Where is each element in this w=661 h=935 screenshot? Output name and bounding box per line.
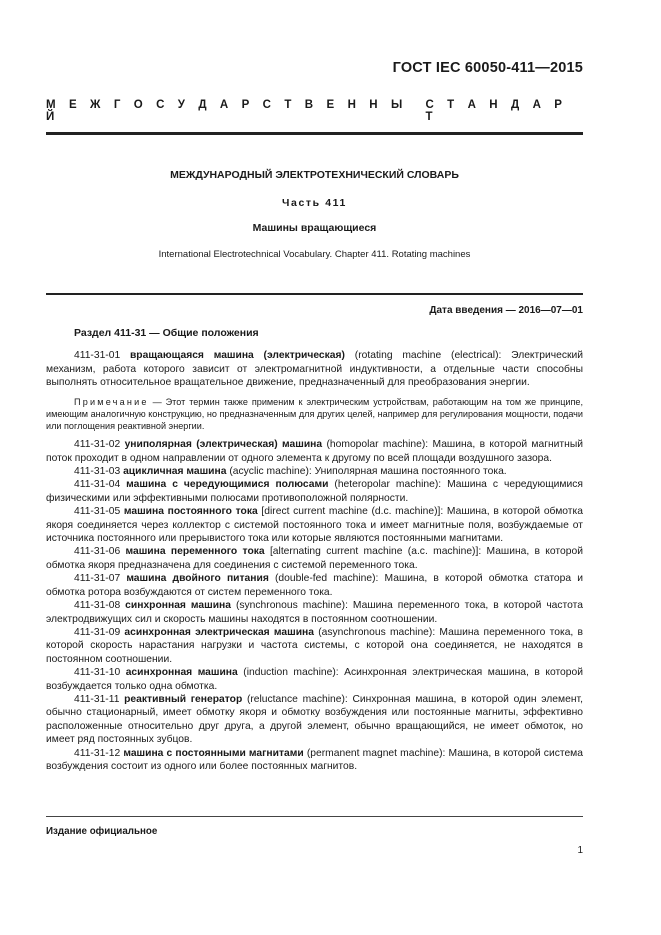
entry-number: 411-31-09 xyxy=(74,626,121,638)
entry xyxy=(46,505,583,545)
entry-number: 411-31-04 xyxy=(74,479,121,491)
title-line1: МЕЖДУНАРОДНЫЙ ЭЛЕКТРОТЕХНИЧЕСКИЙ СЛОВАРЬ xyxy=(170,169,459,181)
entry-number: 411-31-07 xyxy=(74,573,121,585)
entry-number: 411-31-10 xyxy=(74,667,121,679)
entry-term: синхронная машина xyxy=(125,600,231,612)
title-english: International Electrotechnical Vocabulary. Chapter 411. Rotating machines xyxy=(158,249,471,260)
entry-text: (rotating machine (electrical): Электрический механизм, работа которого зависит от электромагнитной индуктивности, а отдельные части способны выполнять относительное вращательное движение, предназначенный для преобразования энергии. xyxy=(46,350,583,389)
entry-text: [direct current machine (d.c. machine)]: Машина, в которой обмотка якоря соединяется через коллектор с системой постоянного тока и имеет магнитные поля, возбуждаемые от источника постоянного или прерывистого тока или которые являются постоянными магнитами. xyxy=(46,506,583,545)
entry-text: (heteropolar machine): Машина с чередующимися физическими или эффективными полюсами противоположной полярности. xyxy=(46,479,583,504)
entry-text: (homopolar machine): Машина, в которой магнитный поток проходит в одном направлении от одного элемента к другому по всей площади воздушного зазора. xyxy=(46,439,583,464)
entry-number: 411-31-12 xyxy=(74,747,121,759)
entry xyxy=(46,666,583,693)
entry-number: 411-31-02 xyxy=(74,439,121,451)
entry-term: асинхронная электрическая машина xyxy=(124,626,314,638)
entry-number: 411-31-03 xyxy=(74,466,121,478)
standard-kind-word1: М Е Ж Г О С У Д А Р С Т В Е Н Н Ы Й xyxy=(46,99,408,123)
entry-number: 411-31-05 xyxy=(74,506,121,518)
entry xyxy=(46,438,583,465)
entry-text: (asynchronous machine): Машина переменного тока, в которой скорость нарастания нагрузки и частота системы, с которой она соединяется, не находятся в постоянном соотношении. xyxy=(46,626,583,665)
entry-text: [alternating current machine (a.c. machine)]: Машина, в которой обмотка якоря предназначена для соединения с системой переменного тока. xyxy=(46,546,583,571)
entry xyxy=(46,693,583,747)
entry xyxy=(46,626,583,666)
standard-kind-word2: С Т А Н Д А Р Т xyxy=(425,99,568,123)
page-number: 1 xyxy=(577,845,583,856)
footer-edition: Издание официальное xyxy=(46,826,158,837)
entry-text: (induction machine): Асинхронная электрическая машина, в которой возбуждается только одна обмотка. xyxy=(46,667,583,692)
note-label: Примечание xyxy=(74,396,149,407)
entry-term: асинхронная машина xyxy=(125,667,238,679)
header-rule xyxy=(46,132,583,135)
intro-date: Дата введения — 2016—07—01 xyxy=(429,305,583,316)
title-rule xyxy=(46,293,583,295)
entry xyxy=(46,478,583,505)
entry-term: машина с чередующимися полюсами xyxy=(126,479,329,491)
entry-term: машина постоянного тока xyxy=(123,506,258,518)
entry-number: 411-31-08 xyxy=(74,600,121,612)
entry-number: 411-31-06 xyxy=(74,546,121,558)
entry xyxy=(46,747,583,774)
entry-term: ацикличная машина xyxy=(123,466,227,478)
entry xyxy=(46,572,583,599)
entry xyxy=(46,545,583,572)
entry-text: (reluctance machine): Синхронная машина, в которой один элемент, обычно стационарный, имеет обмотку якоря и обмотку возбуждения или постоянные магниты, эффективно расположенные относительно друг друга, а другой элемент, обычно вращающийся, не имеет обмоток, но имеет ряд постоянных зубцов. xyxy=(46,693,583,746)
standard-number: ГОСТ IEC 60050-411—2015 xyxy=(392,60,583,76)
note xyxy=(46,396,583,433)
standard-kind xyxy=(46,99,586,123)
section-title: Раздел 411-31 — Общие положения xyxy=(74,327,259,339)
entry-term: униполярная (электрическая) машина xyxy=(124,439,323,451)
entry-term: реактивный генератор xyxy=(124,693,243,705)
entry-term: вращающаяся машина (электрическая) xyxy=(129,350,345,362)
entry xyxy=(46,349,583,389)
entry-text: (acyclic machine): Униполярная машина постоянного тока. xyxy=(229,466,507,478)
title-line2: Часть 411 xyxy=(282,197,347,209)
entry-number: 411-31-01 xyxy=(74,350,121,362)
entry-number: 411-31-11 xyxy=(74,693,120,705)
footer-rule xyxy=(46,816,583,817)
document-body xyxy=(46,327,583,773)
entry-term: машина переменного тока xyxy=(125,546,265,558)
entry-text: (permanent magnet machine): Машина, в которой система возбуждения состоит из одного или более постоянных магнитов. xyxy=(46,747,583,772)
entry-text: (synchronous machine): Машина переменного тока, в которой частота электродвижущих сил и скорость машины находятся в постоянном соотношении. xyxy=(46,600,583,625)
entry-term: машина двойного питания xyxy=(126,573,269,585)
title-line3: Машины вращающиеся xyxy=(252,222,377,234)
note-text: — Этот термин также применим к электрическим устройствам, работающим на том же принципе, имеющим аналогичную конструкцию, но предназначенным для других целей, например для регулирования мощности, подачи или поглощения реактивной энергии. xyxy=(46,396,583,432)
entry xyxy=(46,465,583,478)
entry-text: (double-fed machine): Машина, в которой обмотка статора и обмотка ротора возбуждаются от систем переменного тока. xyxy=(46,573,583,598)
entry xyxy=(46,599,583,626)
entry-term: машина с постоянными магнитами xyxy=(123,747,304,759)
